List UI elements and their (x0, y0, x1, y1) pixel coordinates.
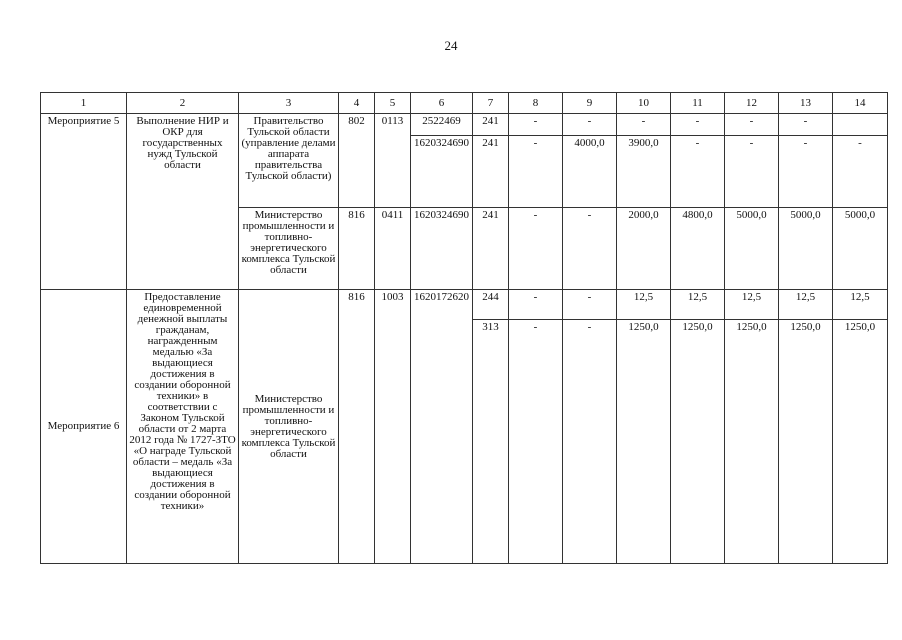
executor-cell: Министерство промышленности и топливно-энергетического комплекса Тульской области (239, 208, 339, 290)
col8-cell: - (509, 114, 563, 136)
header-cell: 5 (375, 93, 411, 114)
col5-cell: 0411 (375, 208, 411, 290)
col14-cell: - (833, 136, 888, 208)
col12-cell: 12,5 (725, 290, 779, 320)
col9-cell: - (563, 208, 617, 290)
col4-cell: 802 (339, 114, 375, 208)
col6-cell: 1620172620 (411, 290, 473, 564)
col14-cell (833, 114, 888, 136)
event-name-cell: Мероприятие 5 (41, 114, 127, 290)
col10-cell: - (617, 114, 671, 136)
col10-cell: 12,5 (617, 290, 671, 320)
col7-cell: 313 (473, 320, 509, 564)
header-cell: 13 (779, 93, 833, 114)
col12-cell: 5000,0 (725, 208, 779, 290)
col10-cell: 3900,0 (617, 136, 671, 208)
header-cell: 4 (339, 93, 375, 114)
col10-cell: 1250,0 (617, 320, 671, 564)
header-cell: 8 (509, 93, 563, 114)
col5-cell: 0113 (375, 114, 411, 208)
table-row (41, 290, 888, 320)
col4-cell: 816 (339, 290, 375, 564)
header-cell: 6 (411, 93, 473, 114)
header-cell: 7 (473, 93, 509, 114)
col12-cell: - (725, 136, 779, 208)
header-cell: 10 (617, 93, 671, 114)
col9-cell: - (563, 290, 617, 320)
budget-table (40, 92, 888, 564)
col6-cell: 2522469 (411, 114, 473, 136)
event-description-cell: Предоставление единовременной денежной выплаты гражданам, награжденным медалью «За выдающиеся достижения в создании оборонной техники» в соответствии с Законом Тульской области от 2 марта 2012 года № 1727-ЗТО «О награде Тульской области – медаль «За выдающиеся достижения в создании оборонной техники» (127, 290, 239, 564)
header-cell: 2 (127, 93, 239, 114)
col7-cell: 241 (473, 136, 509, 208)
col11-cell: - (671, 114, 725, 136)
table-row (41, 114, 888, 136)
col7-cell: 241 (473, 208, 509, 290)
event-description-cell: Выполнение НИР и ОКР для государственных нужд Тульской области (127, 114, 239, 290)
executor-cell: Министерство промышленности и топливно-энергетического комплекса Тульской области (239, 290, 339, 564)
event-name-cell: Мероприятие 6 (41, 290, 127, 564)
col8-cell: - (509, 208, 563, 290)
header-cell: 11 (671, 93, 725, 114)
col6-cell: 1620324690 (411, 208, 473, 290)
page-number: 24 (444, 38, 458, 53)
header-cell: 9 (563, 93, 617, 114)
col6-cell: 1620324690 (411, 136, 473, 208)
col8-cell: - (509, 290, 563, 320)
executor-cell: Правительство Тульской области (управление делами аппарата правительства Тульской области) (239, 114, 339, 208)
col14-cell: 12,5 (833, 290, 888, 320)
col11-cell: 1250,0 (671, 320, 725, 564)
col13-cell: - (779, 114, 833, 136)
col10-cell: 2000,0 (617, 208, 671, 290)
col7-cell: 241 (473, 114, 509, 136)
col13-cell: 5000,0 (779, 208, 833, 290)
col13-cell: 12,5 (779, 290, 833, 320)
col14-cell: 1250,0 (833, 320, 888, 564)
col7-cell: 244 (473, 290, 509, 320)
header-cell: 1 (41, 93, 127, 114)
col9-cell: - (563, 320, 617, 564)
col13-cell: 1250,0 (779, 320, 833, 564)
col12-cell: 1250,0 (725, 320, 779, 564)
header-row (41, 93, 888, 114)
col12-cell: - (725, 114, 779, 136)
col8-cell: - (509, 320, 563, 564)
col8-cell: - (509, 136, 563, 208)
col9-cell: 4000,0 (563, 136, 617, 208)
col11-cell: 4800,0 (671, 208, 725, 290)
col11-cell: 12,5 (671, 290, 725, 320)
col9-cell: - (563, 114, 617, 136)
col14-cell: 5000,0 (833, 208, 888, 290)
header-cell: 14 (833, 93, 888, 114)
header-cell: 3 (239, 93, 339, 114)
col13-cell: - (779, 136, 833, 208)
col11-cell: - (671, 136, 725, 208)
header-cell: 12 (725, 93, 779, 114)
col5-cell: 1003 (375, 290, 411, 564)
col4-cell: 816 (339, 208, 375, 290)
